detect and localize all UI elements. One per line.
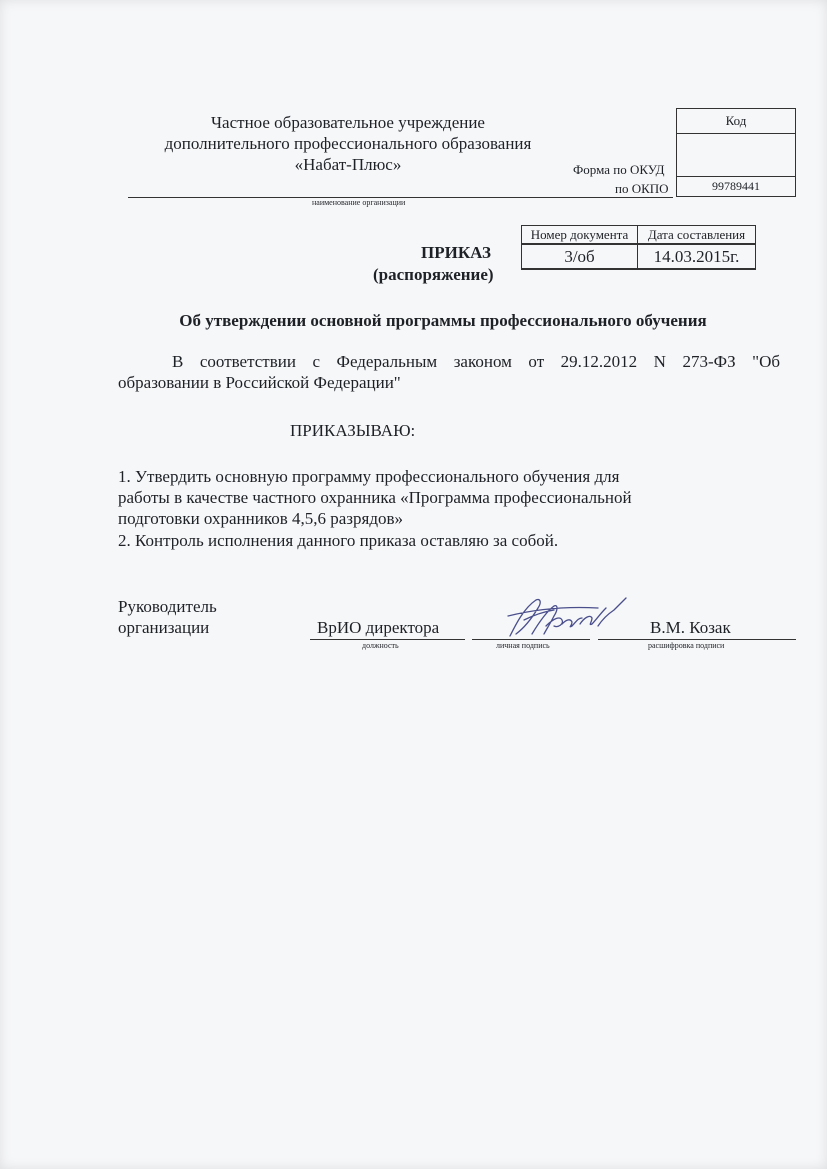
document-number: 3/об [522,244,638,269]
okpo-value: 99789441 [677,177,796,197]
item-1-line-1: 1. Утвердить основную программу профессионального обучения для [118,467,620,486]
signatory-label-line-1: Руководитель [118,597,217,616]
document-info-table [521,225,756,270]
okud-value [677,134,796,177]
order-word: ПРИКАЗЫВАЮ: [290,421,416,440]
organization-caption: наименование организации [312,198,406,207]
document-subtype: (распоряжение) [373,265,494,284]
document-date-header: Дата составления [638,226,756,245]
organization-name [118,112,578,175]
okpo-label: по ОКПО [615,181,669,196]
document-number-header: Номер документа [522,226,638,245]
signatory-label [118,596,217,638]
signatory-label-line-2: организации [118,618,210,637]
okud-label: Форма по ОКУД [573,162,665,177]
item-1-line-2: работы в качестве частного охранника «Программа профессиональной [118,488,632,507]
signatory-name: В.М. Козак [650,618,731,637]
intro-line-1: В соответствии с Федеральным законом от 29.12.2012 N 273-ФЗ "Об [172,352,780,371]
organization-line-1: Частное образовательное учреждение [211,113,485,132]
signatory-position: ВрИО директора [317,618,440,637]
name-caption: расшифровка подписи [648,641,725,650]
signature-caption: личная подпись [496,641,550,650]
document-type: ПРИКАЗ [421,243,491,262]
document-date: 14.03.2015г. [638,244,756,269]
name-underline [598,639,796,640]
organization-line-3: «Набат-Плюс» [294,155,402,174]
codes-table [676,108,796,197]
position-underline [310,639,465,640]
signature-underline [472,639,590,640]
item-1-line-3: подготовки охранников 4,5,6 разрядов» [118,509,404,528]
position-caption: должность [362,641,399,650]
codes-header: Код [677,109,796,134]
item-2: 2. Контроль исполнения данного приказа оставляю за собой. [118,531,559,550]
handwritten-signature [502,594,630,640]
organization-line-2: дополнительного профессионального образования [164,134,532,153]
document-heading: Об утверждении основной программы профессионального обучения [179,311,707,330]
intro-line-2: образовании в Российской Федерации" [118,373,401,392]
